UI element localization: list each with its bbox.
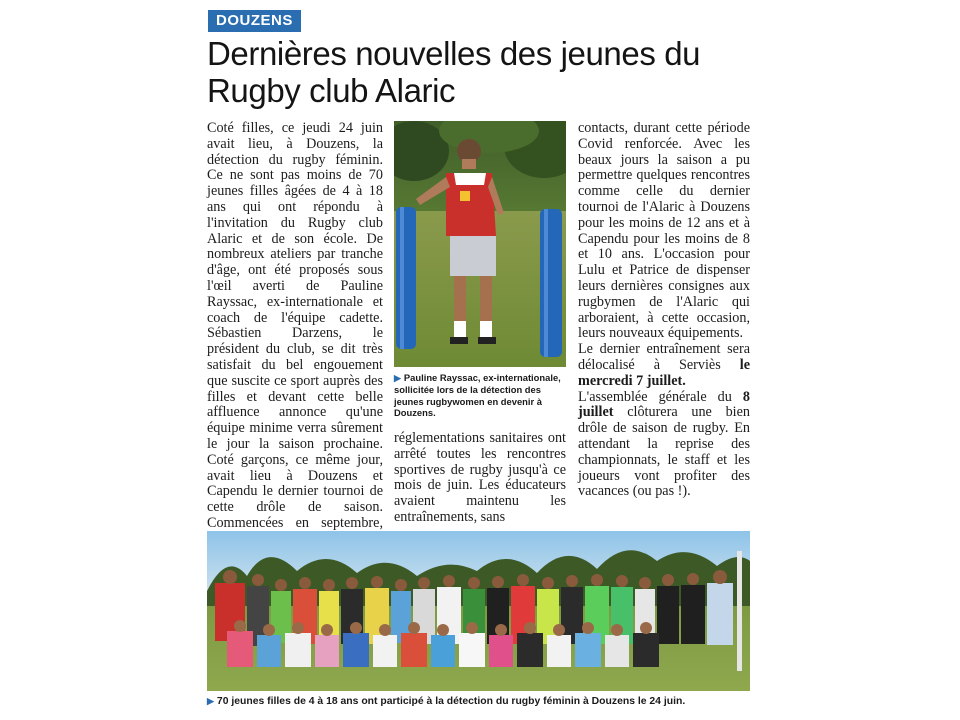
column-3-paragraph-3-end: clôturera une bien drôle de saison de rugby. En attendant la reprise des championnats, le staff et les joueurs vont profiter des vacances (ou pas !). (578, 404, 750, 500)
column-3-paragraph-3 (578, 390, 750, 501)
column-3-paragraph-2-text: Le dernier entraînement sera délocalisé à Serviès (578, 341, 750, 373)
section-tag: DOUZENS (208, 10, 301, 32)
headline: Dernières nouvelles des jeunes du Rugby club Alaric (207, 35, 701, 109)
column-3-paragraph-3-text: L'assemblée générale du (578, 388, 743, 405)
assembly-date: 8 juillet (578, 388, 750, 421)
group-photo (207, 531, 750, 691)
article-column-2: réglementations sanitaires ont arrêté toutes les rencontres sportives de rugby jusqu'à ce mois de juin. Les éducateurs avaient maintenu les entraînements, sans (394, 430, 566, 525)
player-photo (394, 121, 566, 367)
caption-marker-icon: ▶ (207, 696, 214, 706)
training-date: le mercredi 7 juillet. (578, 356, 750, 389)
column-3-paragraph-1: contacts, durant cette période Covid renforcée. Avec les beaux jours la saison a pu permettre quelques rencontres comme celle du dernier tournoi de l'Alaric à Douzens pour les moins de 12 ans et à Capendu pour les moins de 8 et 10 ans. L'occasion pour Lulu et Patrice de dispenser leurs dernières consignes aux rugbymen de l'Alaric qui arboraient, à cette occasion, leurs nouveaux équipements. (578, 120, 750, 342)
caption-marker-icon: ▶ (394, 373, 401, 383)
group-photo-illustration (207, 531, 750, 691)
player-photo-caption-text: Pauline Rayssac, ex-internationale, sollicitée lors de la détection des jeunes rugbywomen en devenir à Douzens. (394, 372, 561, 419)
article-column-3 (578, 121, 750, 500)
group-front-row (227, 631, 659, 667)
player-photo-illustration (394, 121, 566, 367)
group-photo-caption-text: 70 jeunes filles de 4 à 18 ans ont participé à la détection du rugby féminin à Douzens le 24 juin. (216, 696, 686, 707)
article-column-1: Coté filles, ce jeudi 24 juin avait lieu, à Douzens, la détection du rugby féminin. Ce ne sont pas moins de 70 jeunes filles âgées de 4 à 18 ans qui ont répondu à l'invitation du Rugby club Alaric et de son école. De nombreux ateliers par tranche d'âge, ont été proposés sous l'œil averti de Pauline Rayssac, ex-internationale et coach de l'équipe cadette. Sébastien Darzens, le président du club, se dit très satisfait du bel engouement que suscite ce sport auprès des filles et devant cette belle affluence annonce qu'une équipe minime verra sûrement le jour la saison prochaine. Coté garçons, ce même jour, avait lieu à Douzens et Capendu le dernier tournoi de cette drôle de saison. Commencées en septembre, (207, 120, 383, 531)
column-3-paragraph-2 (578, 342, 750, 389)
player-photo-caption (394, 372, 566, 419)
group-photo-caption (207, 695, 767, 708)
